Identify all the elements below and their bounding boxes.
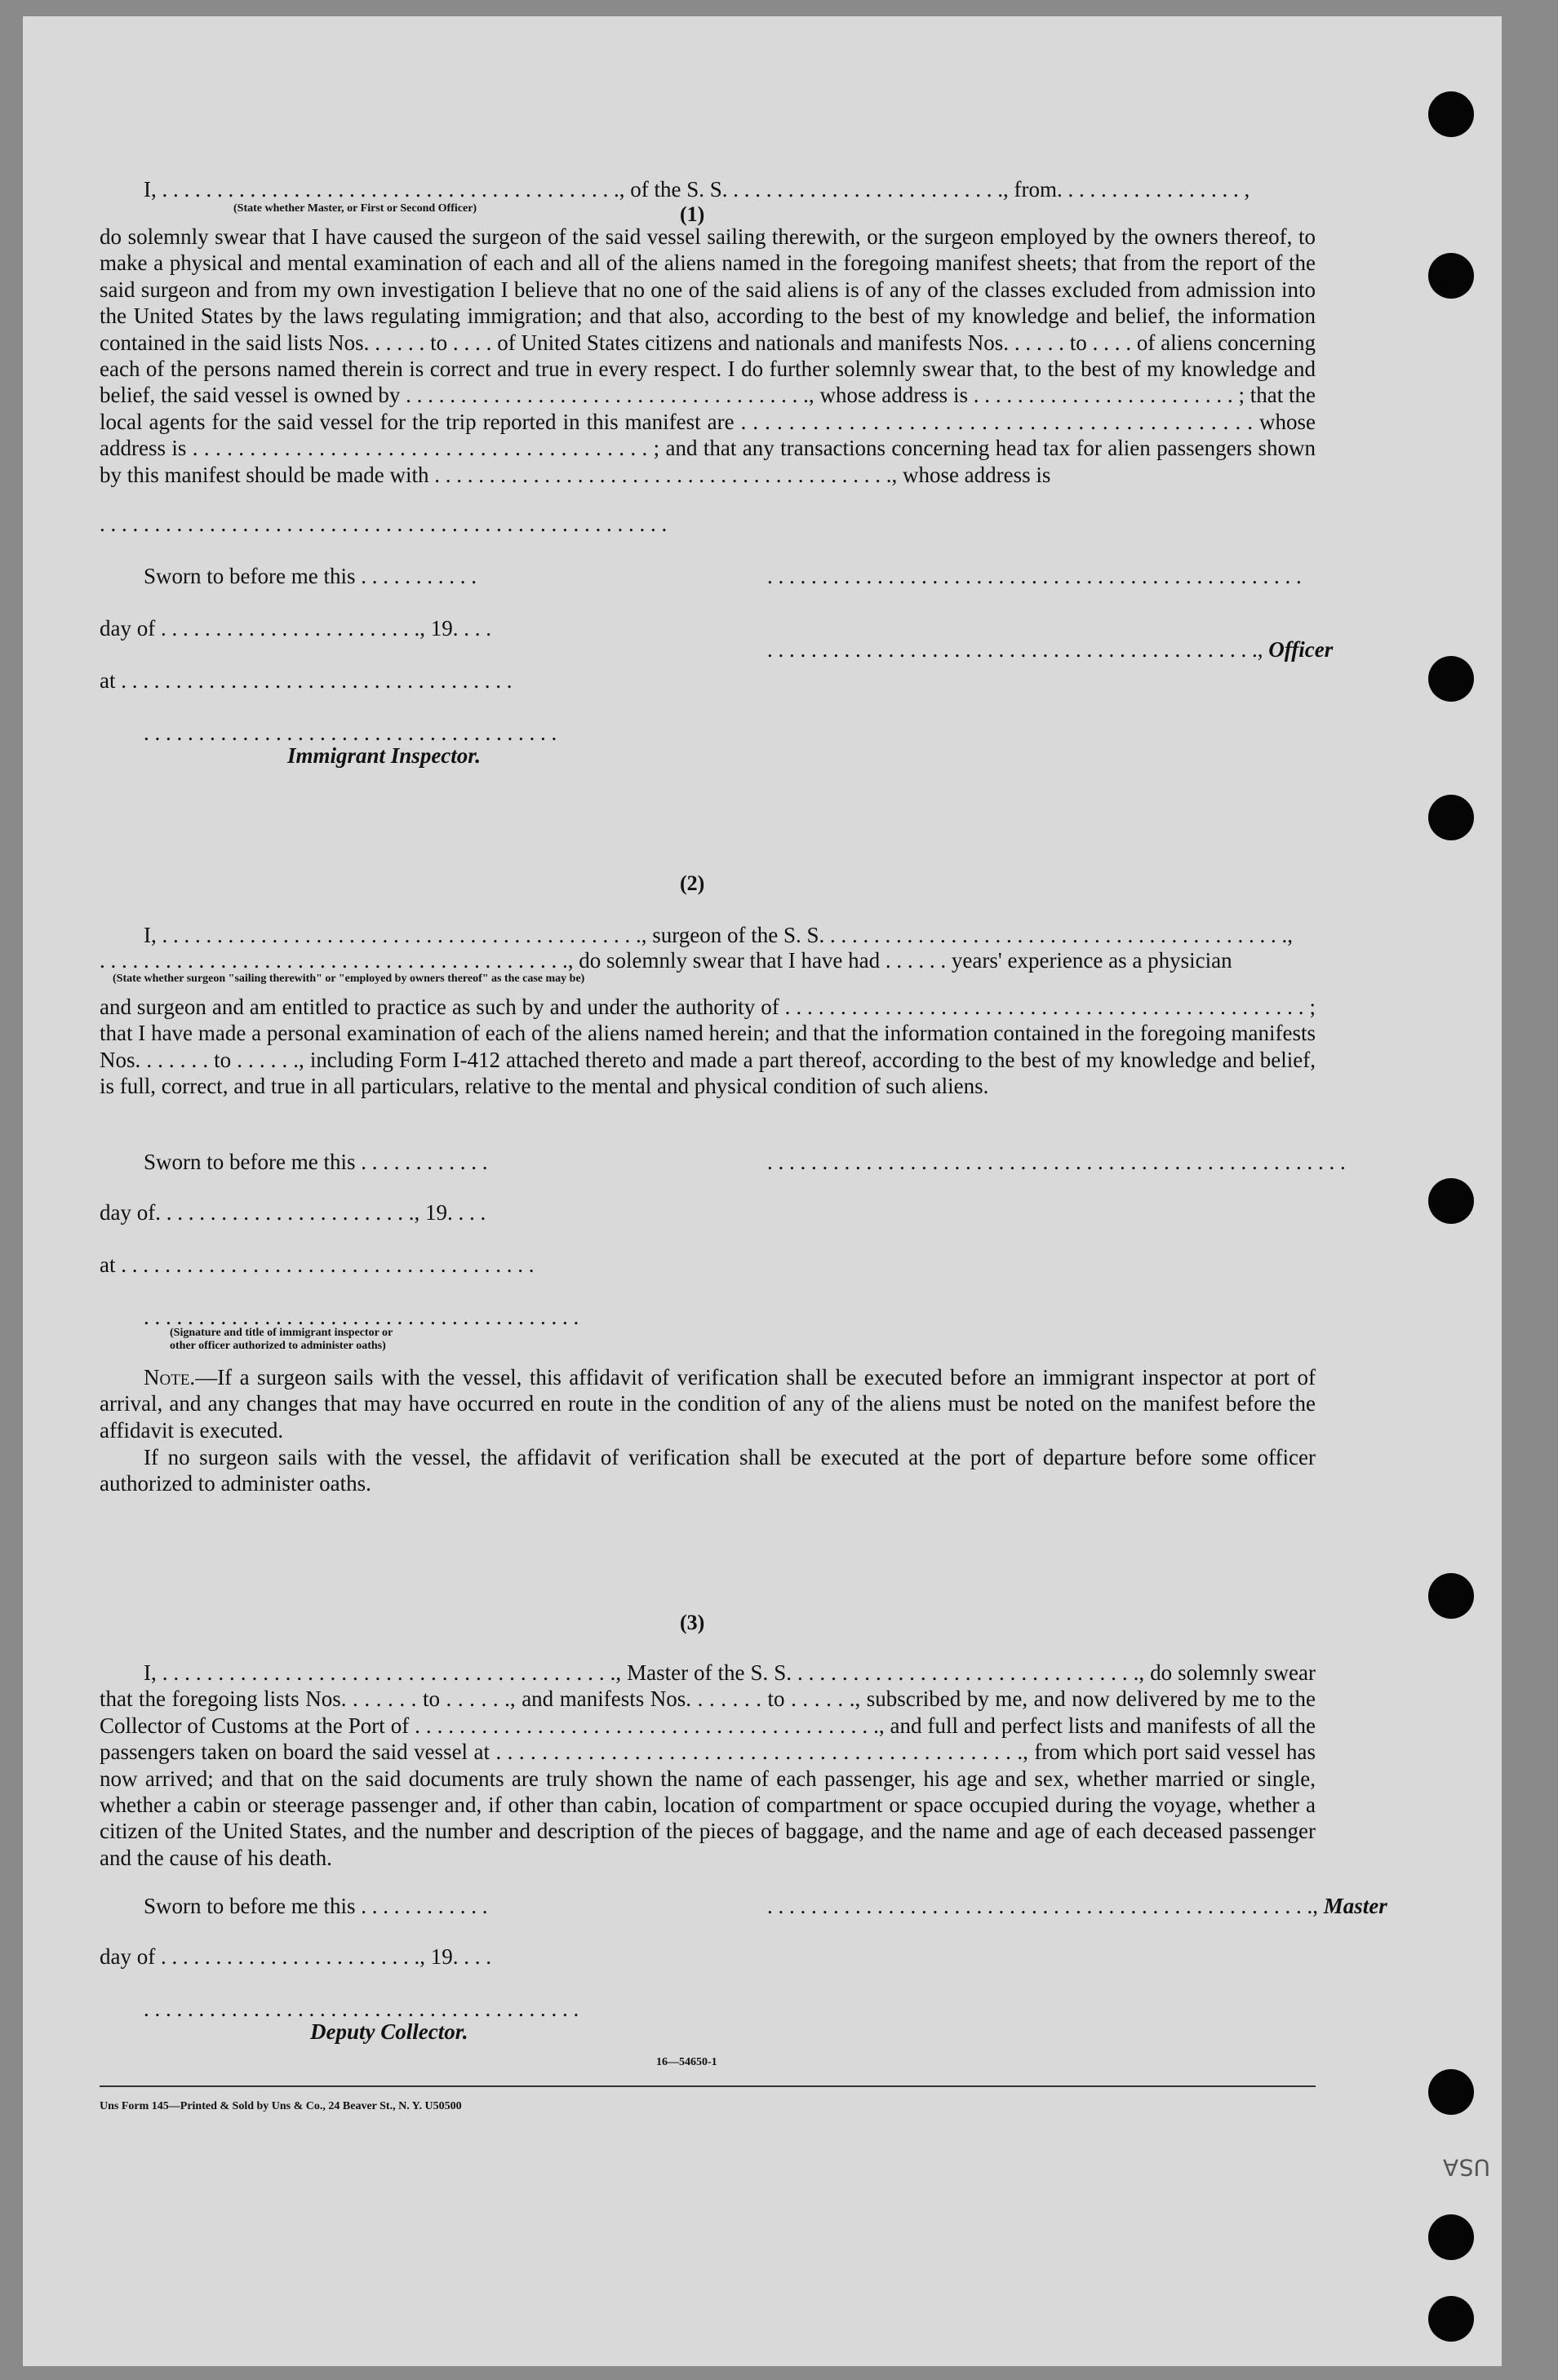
- punch-hole: [1428, 1573, 1474, 1619]
- s1-sworn-line: Sworn to before me this . . . . . . . . . . .: [144, 564, 477, 588]
- s1-dots: . . . . . . . . . . . . . . . . . . . . . . . . . . . . . . . . . . . . . . . . . . . . . . . . . . . .: [100, 512, 668, 536]
- s2-surgeon-line: I, . . . . . . . . . . . . . . . . . . . . . . . . . . . . . . . . . . . . . . . . . . . ., surgeon of the S. S. . . . . . . . . . . . . . . . . . . . . . . . . . . . . . . . . . . . . . . . . . .,: [144, 923, 1293, 947]
- s1-oath-paragraph: do solemnly swear that I have caused the surgeon of the said vessel sailing therewith, or the surgeon employed by the owners thereof, to make a physical and mental examination of each and all of the aliens named in the foregoing manifest sheets; that from the report of the said surgeon and from my own investigation I believe that no one of the said aliens is of any of the classes excluded from admission into the United States by the laws regulating immigration; and that also, according to the best of my knowledge and belief, the information contained in the said lists Nos. . . . . . to . . . . of United States citizens and nationals and manifests Nos. . . . . . to . . . . of aliens concerning each of the persons named therein is correct and true in every respect. I do further solemnly swear that, to the best of my knowledge and belief, the said vessel is owned by . . . . . . . . . . . . . . . . . . . . . . . . . . . . . . . . . . . . ., whose address is . . . . . . . . . . . . . . . . . . . . . . . . ; that the local agents for the said vessel for the trip reported in this manifest are . . . . . . . . . . . . . . . . . . . . . . . . . . . . . . . . . . . . . . . . . . . whose address is . . . . . . . . . . . . . . . . . . . . . . . . . . . . . . . . . . . . . . . . ; and that any transactions concerning head tax for alien passengers shown by this manifest should be made with . . . . . . . . . . . . . . . . . . . . . . . . . . . . . . . . . . . . . . . . . ., whose address is: [100, 224, 1316, 487]
- s3-oath-paragraph: I, . . . . . . . . . . . . . . . . . . . . . . . . . . . . . . . . . . . . . . . . ., Master of the S. S. . . . . . . . . . . . . . . . . . . . . . . . . . . . . . . ., do solemnly swear that the foregoing lists Nos. . . . . . . to . . . . . ., and manifests Nos. . . . . . . to . . . . . ., subscribed by me, and now delivered by me to the Collector of Customs at the Port of . . . . . . . . . . . . . . . . . . . . . . . . . . . . . . . . . . . . . . . . . ., and full and perfect lists and manifests of all the passengers taken on board the said vessel at . . . . . . . . . . . . . . . . . . . . . . . . . . . . . . . . . . . . . . . . . . . . . ., from which port said vessel has now arrived; and that on the said documents are truly shown the name of each passenger, his age and sex, whether married or single, whether a cabin or steerage passenger and, if other than cabin, location of compartment or space occupied during the voyage, whether a citizen of the United States, and the number and description of the pieces of baggage, and the name and age of each deceased passenger and the cause of his death.: [100, 1660, 1316, 1870]
- s2-sworn-line: Sworn to before me this . . . . . . . . . . . .: [144, 1150, 488, 1174]
- s3-sworn-line: Sworn to before me this . . . . . . . . . . . .: [144, 1894, 488, 1918]
- officer-label: Officer: [1268, 637, 1334, 662]
- s2-sig-caption-1: (Signature and title of immigrant inspector or: [170, 1327, 393, 1339]
- s1-officer-dots: . . . . . . . . . . . . . . . . . . . . . . . . . . . . . . . . . . . . . . . . . . . . .,: [767, 637, 1269, 662]
- immigrant-inspector-label: Immigrant Inspector.: [287, 743, 482, 768]
- s1-caption: (State whether Master, or First or Second Officer): [233, 202, 477, 215]
- form-number: 16—54650-1: [656, 2056, 717, 2068]
- s1-right-signature: . . . . . . . . . . . . . . . . . . . . . . . . . . . . . . . . . . . . . . . . . . . . . . . . .: [767, 564, 1302, 588]
- punch-hole: [1428, 1178, 1474, 1224]
- s2-at-line: at . . . . . . . . . . . . . . . . . . . . . . . . . . . . . . . . . . . . . .: [100, 1252, 535, 1277]
- s1-at-line: at . . . . . . . . . . . . . . . . . . . . . . . . . . . . . . . . . . . .: [100, 668, 513, 693]
- s2-day-line: day of. . . . . . . . . . . . . . . . . . . . . . . ., 19. . . .: [100, 1200, 486, 1225]
- s2-sig-caption-2: other officer authorized to administer oaths): [170, 1340, 386, 1352]
- printer-footer: Uns Form 145—Printed & Sold by Uns & Co., 24 Beaver St., N. Y. U50500: [100, 2100, 462, 2112]
- punch-hole: [1428, 2069, 1474, 2115]
- s1-officer-line: [767, 636, 1333, 663]
- document-page: [23, 16, 1502, 2366]
- section-1-number: (1): [680, 202, 705, 226]
- handwritten-margin-note: USA: [1443, 2154, 1490, 2181]
- s2-inspector-signature: . . . . . . . . . . . . . . . . . . . . . . . . . . . . . . . . . . . . . . . .: [144, 1305, 579, 1329]
- deputy-collector-label: Deputy Collector.: [310, 2019, 468, 2044]
- note-text: —If a surgeon sails with the vessel, this affidavit of verification shall be executed before an immigrant inspector at port of arrival, and any changes that may have occurred en route in the condition of any of the aliens must be noted on the manifest before the affidavit is executed.: [100, 1365, 1316, 1443]
- punch-hole: [1428, 91, 1474, 137]
- s1-declarant-line: I, . . . . . . . . . . . . . . . . . . . . . . . . . . . . . . . . . . . . . . . . . ., of the S. S. . . . . . . . . . . . . . . . . . . . . . . . . ., from. . . . . . . . . . . . . . . . . ,: [144, 177, 1250, 202]
- s3-master-line: [767, 1893, 1387, 1919]
- s2-note-2: If no surgeon sails with the vessel, the affidavit of verification shall be executed at the port of departure before some officer authorized to administer oaths.: [100, 1445, 1316, 1496]
- s1-day-line: day of . . . . . . . . . . . . . . . . . . . . . . . ., 19. . . .: [100, 616, 491, 640]
- s3-collector-signature: . . . . . . . . . . . . . . . . . . . . . . . . . . . . . . . . . . . . . . . .: [144, 1997, 579, 2021]
- punch-hole: [1428, 2296, 1474, 2342]
- section-2-number: (2): [680, 871, 705, 895]
- s2-right-signature: . . . . . . . . . . . . . . . . . . . . . . . . . . . . . . . . . . . . . . . . . . . . . . . . . . . . .: [767, 1150, 1346, 1174]
- punch-hole: [1428, 2214, 1474, 2260]
- master-label: Master: [1323, 1894, 1387, 1918]
- s3-master-dots: . . . . . . . . . . . . . . . . . . . . . . . . . . . . . . . . . . . . . . . . . . . . . . . . . .,: [767, 1894, 1324, 1918]
- punch-hole: [1428, 795, 1474, 840]
- s2-oath-paragraph: and surgeon and am entitled to practice as such by and under the authority of . . . . . . . . . . . . . . . . . . . . . . . . . . . . . . . . . . . . . . . . . . . . . . . ; that I have made a personal examination of each of the aliens named herein; and that the information contained in the foregoing manifests Nos. . . . . . . to . . . . . ., including Form I-412 attached thereto and made a part thereof, according to the best of my knowledge and belief, is full, correct, and true in all particulars, relative to the mental and physical condition of such aliens.: [100, 995, 1316, 1099]
- note-label: Note.: [144, 1365, 196, 1389]
- punch-hole: [1428, 656, 1474, 702]
- punch-hole: [1428, 253, 1474, 299]
- s3-day-line: day of . . . . . . . . . . . . . . . . . . . . . . . ., 19. . . .: [100, 1944, 491, 1969]
- s1-inspector-signature: . . . . . . . . . . . . . . . . . . . . . . . . . . . . . . . . . . . . . .: [144, 720, 557, 745]
- s2-note: [100, 1364, 1316, 1443]
- section-3-number: (3): [680, 1611, 705, 1634]
- s2-caption: (State whether surgeon "sailing therewith" or "employed by owners thereof" as the case may be): [113, 973, 585, 985]
- footer-rule: [100, 2085, 1316, 2087]
- s2-experience-line: . . . . . . . . . . . . . . . . . . . . . . . . . . . . . . . . . . . . . . . . . . ., do solemnly swear that I have had . . . . . . years' experience as a physician: [100, 948, 1232, 973]
